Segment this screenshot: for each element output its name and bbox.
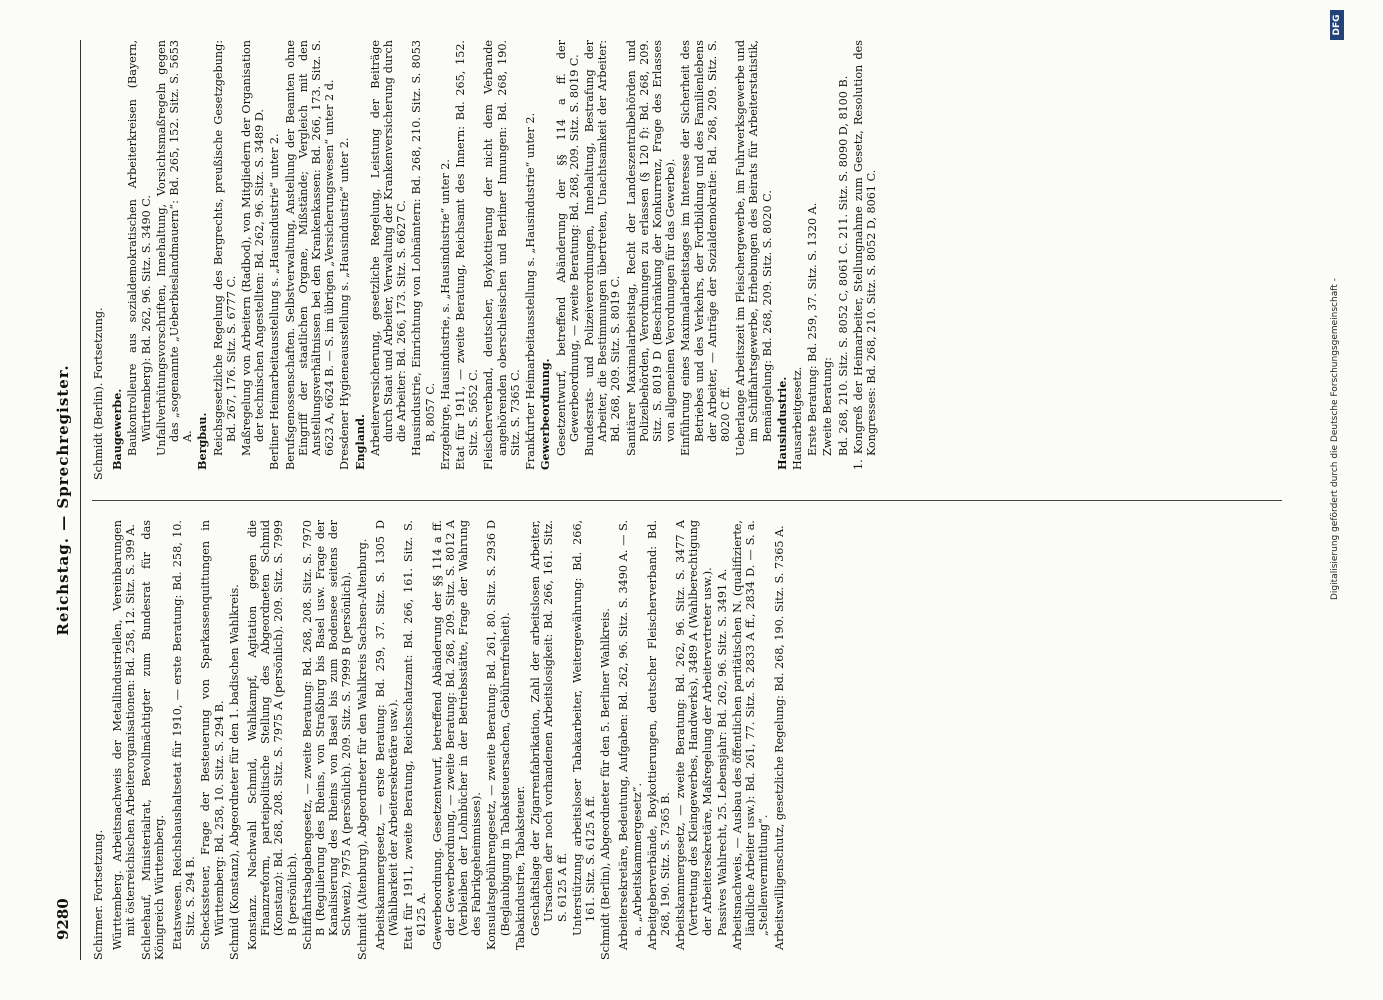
right-column [92, 40, 1272, 480]
right-continuation: Schmidt (Berlin). Fortsetzung. [92, 307, 105, 480]
left-entries [111, 520, 786, 960]
subentry: Bd. 268, 210. Sitz. S. 8052 C, 8061 C. 211. Sitz. S. 8090 D, 8100 B. [836, 75, 850, 456]
subentry: Arbeitgeberverbände, Boykottierungen, deutscher Fleischerverband: Bd. 268, 190. Sitz. S. 7365 B. [645, 520, 672, 950]
subentry: Erste Beratung: Bd. 259, 37. Sitz. S. 1320 A. [806, 202, 820, 456]
subentry: Passives Wahlrecht, 25. Lebensjahr: Bd. 262, 96. Sitz. S. 3491 A. [715, 568, 729, 936]
subentry: Arbeitswilligenschutz, gesetzliche Regelung: Bd. 268, 190. Sitz. S. 7365 A. [772, 525, 786, 950]
subentry: Frankfurter Heimarbeitausstellung s. „Hausindustrie“ unter 2. [524, 112, 538, 470]
subject-heading: Baugewerbe. [110, 388, 125, 470]
page-title: Reichstag. — Sprechregister. [54, 364, 72, 636]
subentry: Zweite Beratung: [821, 357, 835, 456]
subentry: Berufsgenossenschaften. Selbstverwaltung, Anstellung der Beamten ohne Eingriff der staatlichen Organe, Mißstände; Vergleich mit den Anstellungsverhältnissen bei den Krankenkassen: Bd. 266, 173. Sitz. S. 6623 A, 6624 B. — S. im übrigen „Versicherungswesen“ unter 2 d. [283, 40, 337, 470]
subentry: Dresdener Hygieneausstellung s. „Hausindustrie“ unter 2. [338, 137, 352, 470]
dfg-logo: DFG [1330, 10, 1344, 40]
subentry: Arbeitsnachweis, — Ausbau des öffentlichen paritätischen N. (qualifizierte, ländliche Arbeiter usw.): Bd. 261, 77. Sitz. S. 2833 A ff., 2834 D. — S. a. „Stellenvermittlung“. [730, 520, 771, 950]
subject-heading: England. [352, 414, 367, 470]
page-number: 9280 [54, 898, 72, 940]
register-entry: Schleehauf, Ministerialrat, Bevollmächtigter zum Bundesrat für das Königreich Württemberg. [139, 520, 166, 960]
subentry: Arbeitskammergesetz, — zweite Beratung: Bd. 262, 96. Sitz. S. 3477 A (Vertretung des Kleingewerbes, Handwerks), 3489 A (Wahlberechtigung der Arbeitersekretäre, Maßregelung der Arbeitervertreter usw.). [674, 520, 714, 950]
subentry: Fleischerverband, deutscher, Boykottierung der nicht dem Verbande angehörenden oberschlesischen und Berliner Innungen: Bd. 268, 190. Sitz. S. 7365 C. [482, 40, 522, 470]
subentry: Hausindustrie, Einrichtung von Lohnämtern: Bd. 268, 210. Sitz. S. 8053 B, 8057 C. [410, 40, 437, 456]
subentry: Gesetzentwurf, betreffend Abänderung der §§ 114 a ff. der Gewerbeordnung, — zweite Beratung: Bd. 268, 209. Sitz. S. 8019 C. [554, 40, 581, 456]
subentry: Etat für 1911, zweite Beratung, Reichsschatzamt: Bd. 266, 161. Sitz. S. 6125 A. [402, 520, 429, 950]
subentry: Arbeiterversicherung, gesetzliche Regelung, Leistung der Beiträge durch Staat und Arbeiter, Verwaltung der Krankenversicherung durch die Arbeiter: Bd. 266, 173. Sitz. S. 6627 C. [368, 40, 409, 456]
subject-heading: Hausindustrie. [774, 376, 789, 470]
subentry: Scheckssteuer, Frage der Besteuerung von Sparkassenquittungen in Württemberg: Bd. 258, 10. Sitz. S. 294 B. [199, 520, 226, 950]
subentry: Einführung eines Maximalarbeitstages im Interesse der Sicherheit des Betriebes und des Verkehrs, der Fortbildung und des Familienlebens der Arbeiter, — Anträge der Sozialdemokratie: Bd. 268, 209. Sitz. S. 8020 C ff. [679, 40, 732, 456]
subentry: Konstanz. Nachwahl Schmid, Wahlkampf, Agitation gegen die Finanzreform, parteipolitische Stellung des Abgeordneten Schmid (Konstanz): Bd. 268, 208. Sitz. S. 7975 A (persönlich). 209. Sitz. S. 7999 B (persönlich). [246, 520, 299, 950]
subentry: Konsulatsgebührengesetz, — zweite Beratung: Bd. 261, 80. Sitz. S. 2936 D (Beglaubigung in Tabaksteuersachen, Gebührenfreiheit). [485, 520, 512, 950]
right-entries [111, 40, 878, 480]
subject-heading: Bergbau. [195, 412, 210, 470]
subentry: Geschäftslage der Zigarrenfabrikation, Zahl der arbeitslosen Arbeiter, Ursachen der noch vorhandenen Arbeitslosigkeit: Bd. 266, 161. Sitz. S. 6125 A ff. [529, 520, 569, 936]
subentry: Maßregelung von Arbeitern (Radbod), von Mitgliedern der Organisation der technischen Angestellten: Bd. 262, 96. Sitz. S. 3489 D. [240, 40, 267, 456]
subentry: Württemberg. Arbeitsnachweis der Metallindustriellen, Vereinbarungen mit österreichischen Arbeiterorganisationen: Bd. 258, 12. Sitz. S. 399 A. [111, 520, 138, 950]
subentry: Sanitärer Maximalarbeitstag, Recht der Landeszentralbehörden und Polizeibehörden, Verordnungen zu erlassen (§ 120 f): Bd. 268, 209. Sitz. S. 8019 D (Beschränkung der Konkurrenz, Frage des Erlasses von allgemeinen Verordnungen für das Gewerbe). [624, 40, 678, 456]
subentry: Erzgebirge, Hausindustrie, s. „Hausindustrie“ unter 2. [438, 159, 452, 470]
subentry: Etatswesen. Reichshaushaltsetat für 1910, — erste Beratung: Bd. 258, 10. Sitz. S. 294 B. [171, 520, 198, 950]
subentry: 1. Kongreß der Heimarbeiter, Stellungnahme zum Gesetz, Resolution des Kongresses: Bd. 268, 210. Sitz. S. 8052 D, 8061 C. [851, 40, 878, 470]
register-entry: Schmidt (Altenburg), Abgeordneter für den Wahlkreis Sachsen-Altenburg. [355, 538, 369, 960]
subentry: Berliner Heimarbeitausstellung s. „Hausindustrie“ unter 2. [268, 133, 282, 470]
subentry: Baukontrolleure aus sozialdemokratischen Arbeiterkreisen (Bayern, Württemberg): Bd. 262, 96. Sitz. S. 3490 C. [126, 40, 153, 456]
subentry: Ueberlange Arbeitszeit im Fleischergewerbe, im Fuhrwerksgewerbe und im Schiffahrtsgewerbe, Erhebungen des Beirats für Arbeiterstatistik, Bemängelung: Bd. 268, 209. Sitz. S. 8020 C. [734, 40, 774, 456]
subentry: Unfallverhütungsvorschriften, Innehaltung, Vorsichtsmaßregeln gegen das „sogenannte „Ueberbieslandmauern“: Bd. 265, 152. Sitz. S. 5653 A. [154, 40, 195, 456]
subentry: Hausarbeitgesetz. [790, 366, 804, 470]
subentry: Tabakindustrie, Tabaksteuer. [513, 785, 527, 950]
subentry: Schiffahrtsabgabengesetz, — zweite Beratung: Bd. 268, 208. Sitz. S. 7970 B (Regulierung des Rheins, von Straßburg bis Basel usw. Frage der Kanalisierung des Rheins von Basel bis zum Bodensee seitens der Schweiz), 7975 A (persönlich). 209. Sitz. S. 7999 B (persönlich). [300, 520, 354, 950]
page-header [40, 40, 81, 960]
left-column [92, 520, 1272, 960]
register-entry: Schmidt (Berlin), Abgeordneter für den 5. Berliner Wahlkreis. [599, 608, 613, 960]
subentry: Reichsgesetzliche Regelung des Bergrechts, preußische Gesetzgebung: Bd. 267, 176. Sitz. S. 6777 C. [211, 40, 238, 456]
subentry: Unterstützung arbeitsloser Tabakarbeiter, Weitergewährung: Bd. 266, 161. Sitz. S. 6125 A ff. [570, 520, 597, 936]
footer-credit: Digitalisierung gefördert durch die Deutsche Forschungsgemeinschaft - [1330, 278, 1340, 600]
left-continuation: Schirmer. Fortsetzung. [92, 829, 105, 960]
register-entry: Schmid (Konstanz), Abgeordneter für den 1. badischen Wahlkreis. [227, 584, 241, 960]
subentry: Gewerbeordnung. Gesetzentwurf, betreffend Abänderung der §§ 114 a ff. der Gewerbeordnung, — zweite Beratung: Bd. 268, 209. Sitz. S. 8012 A (Verbleiben der Lohnbücher in der Betriebsstätte, Frage der Wahrung des Fabrikgeheimnisses). [430, 520, 484, 950]
column-divider [92, 500, 1282, 501]
subentry: Arbeitersekretäre, Bedeutung, Aufgaben: Bd. 262, 96. Sitz. S. 3490 A. — S. a. „Arbeitskammergesetz“. [617, 520, 644, 950]
subentry: Arbeitskammergesetz, — erste Beratung: Bd. 259, 37. Sitz. S. 1305 D (Wählbarkeit der Arbeitersekretäre usw.). [373, 520, 401, 950]
subject-heading: Gewerbeordnung. [538, 358, 553, 470]
subentry: Etat für 1911, — zweite Beratung, Reichsamt des Innern: Bd. 265, 152. Sitz. S. 5652 C. [454, 40, 481, 470]
subentry: Bundesrats- und Polizeiverordnungen, Innehaltung, Bestrafung der Arbeiter, die Bestimmungen übertreten, Unachtsamkeit der Arbeiter: Bd. 268, 209. Sitz. S. 8019 C. [582, 40, 623, 456]
